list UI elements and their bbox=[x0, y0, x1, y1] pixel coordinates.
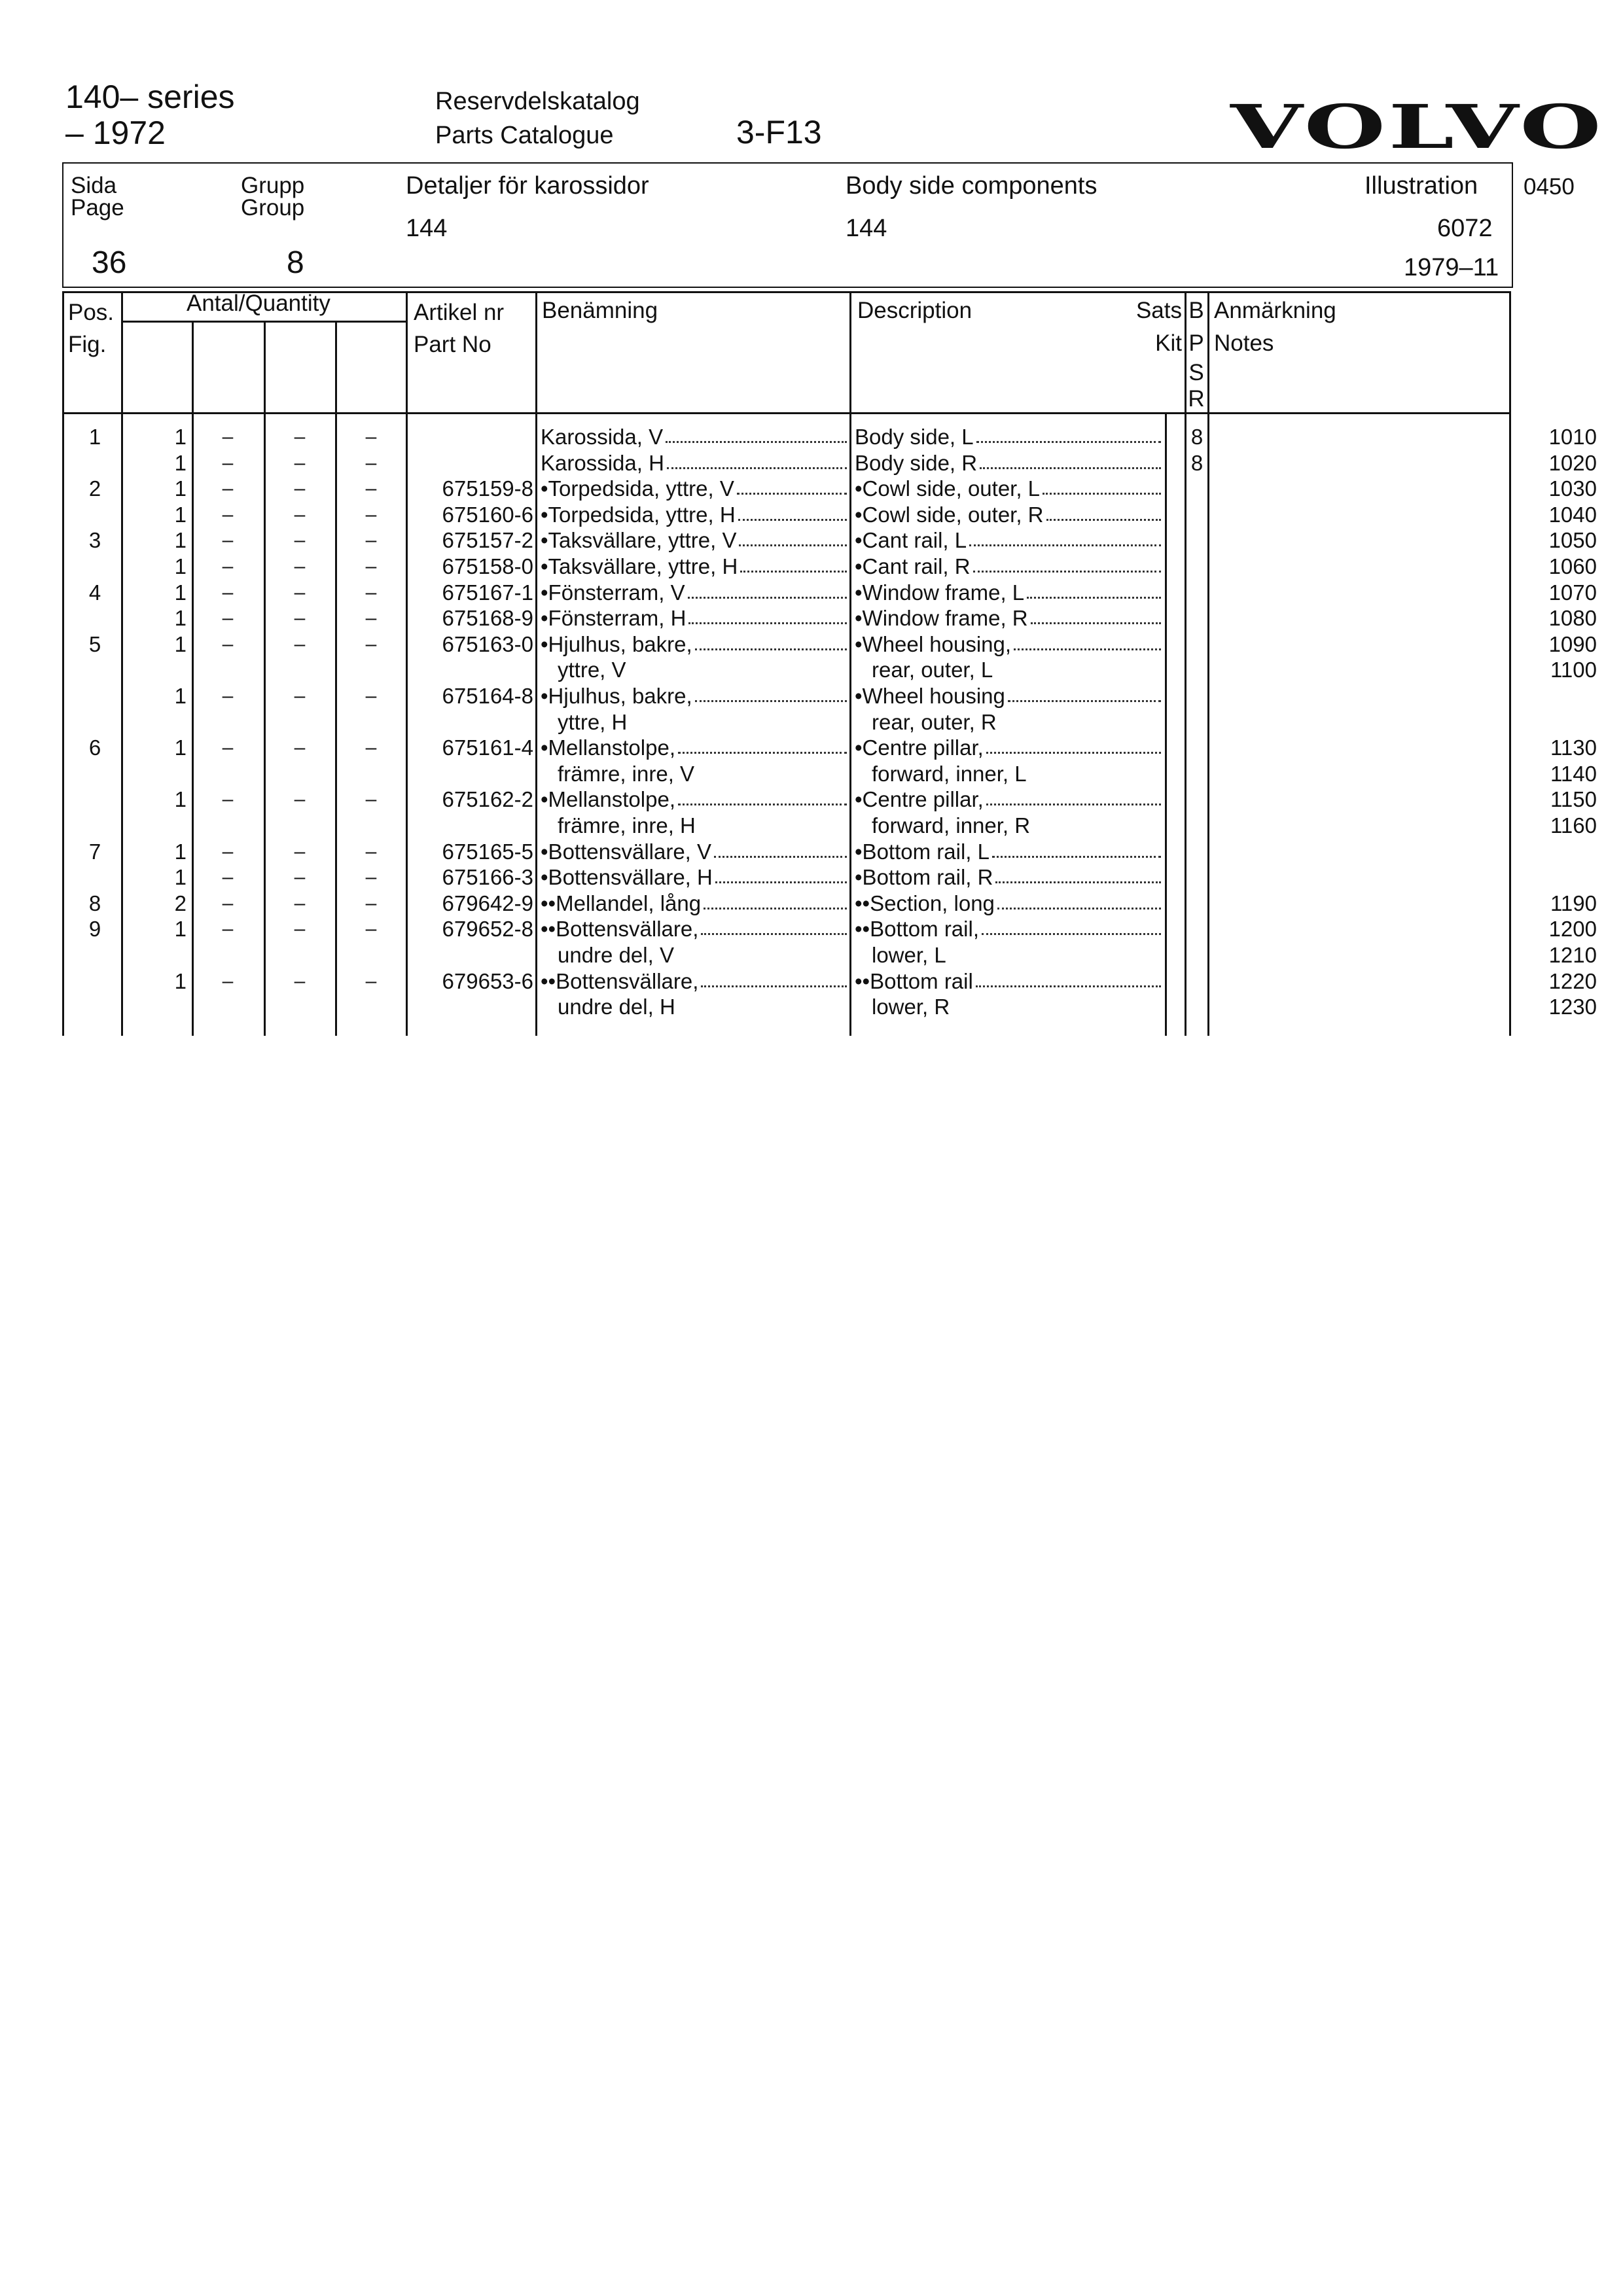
row-qty-dash: – bbox=[222, 892, 234, 914]
row-qty-dash: – bbox=[294, 581, 306, 603]
row-description bbox=[855, 735, 1161, 761]
row-qty-dash: – bbox=[365, 503, 377, 525]
header-r: R bbox=[1188, 386, 1205, 412]
dotted-leader bbox=[1014, 631, 1161, 650]
dotted-leader bbox=[992, 839, 1161, 858]
row-description-text: •Cant rail, R bbox=[855, 554, 971, 578]
row-qty-dash: – bbox=[294, 451, 306, 474]
row-qty-dash: – bbox=[222, 581, 234, 603]
row-benamning-text: ••Bottensvällare, bbox=[541, 917, 699, 942]
row-reference: 1130 bbox=[1550, 735, 1597, 760]
row-benamning bbox=[541, 554, 847, 580]
row-part-number: 675166-3 bbox=[442, 865, 533, 890]
dotted-leader bbox=[678, 786, 847, 805]
row-benamning-text: •Mellanstolpe, bbox=[541, 735, 675, 760]
row-benamning bbox=[541, 527, 847, 554]
row-part-number: 675167-1 bbox=[442, 580, 533, 605]
row-qty-dash: – bbox=[222, 478, 234, 500]
row-benamning-cont: undre del, H bbox=[558, 995, 675, 1019]
series-title: 140– series bbox=[65, 79, 235, 115]
row-qty: 1 bbox=[174, 968, 187, 993]
row-qty-dash: – bbox=[294, 426, 306, 448]
row-qty-dash: – bbox=[294, 607, 306, 629]
dotted-leader bbox=[740, 554, 847, 573]
page-label: Page bbox=[71, 195, 124, 221]
series-year: – 1972 bbox=[65, 115, 166, 151]
row-qty-dash: – bbox=[222, 866, 234, 889]
row-benamning bbox=[541, 631, 847, 658]
row-part-number: 675157-2 bbox=[442, 528, 533, 553]
row-benamning bbox=[541, 735, 847, 761]
row-pos: 2 bbox=[88, 476, 101, 501]
row-part-number: 675158-0 bbox=[442, 554, 533, 578]
dotted-leader bbox=[976, 424, 1161, 443]
row-description bbox=[855, 864, 1161, 891]
row-reference: 1070 bbox=[1548, 580, 1597, 605]
row-description bbox=[855, 605, 1161, 631]
row-benamning-text: ••Mellandel, lång bbox=[541, 891, 702, 915]
row-description-text: ••Section, long bbox=[855, 891, 995, 915]
row-description-cont: rear, outer, R bbox=[872, 709, 997, 734]
row-qty: 1 bbox=[174, 684, 187, 708]
row-benamning-text: •Bottensvällare, H bbox=[541, 865, 713, 890]
dotted-leader bbox=[1031, 605, 1161, 624]
row-qty: 1 bbox=[174, 865, 187, 890]
section-code: 3-F13 bbox=[736, 114, 822, 150]
row-bpsr: 8 bbox=[1190, 450, 1204, 475]
model-en: 144 bbox=[846, 215, 887, 242]
row-qty-dash: – bbox=[222, 556, 234, 577]
header-pos: Pos. bbox=[68, 300, 115, 325]
illustration-number: 6072 bbox=[1437, 215, 1493, 242]
header-quantity: Antal/Quantity bbox=[187, 291, 330, 316]
row-benamning-text: Karossida, V bbox=[541, 425, 664, 449]
row-description-text: •Centre pillar, bbox=[855, 735, 984, 760]
dotted-leader bbox=[695, 631, 847, 650]
row-reference: 1050 bbox=[1548, 528, 1597, 553]
row-qty-dash: – bbox=[365, 529, 377, 552]
row-qty: 1 bbox=[174, 787, 187, 812]
row-qty-dash: – bbox=[365, 478, 377, 500]
row-qty: 1 bbox=[174, 606, 187, 631]
row-qty-dash: – bbox=[222, 426, 234, 448]
row-benamning bbox=[541, 916, 847, 942]
title-sv: Detaljer för karossidor bbox=[406, 172, 649, 200]
row-description-cont: lower, R bbox=[872, 995, 950, 1019]
row-qty-dash: – bbox=[365, 866, 377, 889]
catalogue-title-sv: Reservdelskatalog bbox=[435, 88, 640, 115]
row-description-text: Body side, R bbox=[855, 450, 978, 475]
header-sats: Sats bbox=[1135, 298, 1182, 323]
dotted-leader bbox=[667, 450, 847, 469]
row-pos: 7 bbox=[88, 839, 101, 864]
row-part-number: 675168-9 bbox=[442, 606, 533, 631]
row-reference: 1090 bbox=[1548, 631, 1597, 656]
row-part-number: 679642-9 bbox=[442, 891, 533, 915]
row-part-number: 675164-8 bbox=[442, 684, 533, 708]
catalogue-title-en: Parts Catalogue bbox=[435, 122, 614, 149]
row-benamning-text: •Fönsterram, H bbox=[541, 606, 687, 631]
row-description bbox=[855, 968, 1161, 995]
col-divider-qty-1 bbox=[192, 321, 194, 1036]
row-reference: 1080 bbox=[1548, 606, 1597, 631]
row-description bbox=[855, 476, 1161, 502]
row-benamning-cont: yttre, H bbox=[558, 709, 628, 734]
volvo-logo: VOLVO bbox=[1230, 92, 1605, 162]
row-description-text: •Wheel housing, bbox=[855, 631, 1012, 656]
row-benamning bbox=[541, 968, 847, 995]
row-description-cont: lower, L bbox=[872, 943, 946, 967]
row-benamning bbox=[541, 839, 847, 865]
row-description-text: Body side, L bbox=[855, 425, 974, 449]
row-benamning-cont: främre, inre, H bbox=[558, 813, 696, 838]
col-divider-qty-3 bbox=[335, 321, 337, 1036]
col-divider-partno bbox=[535, 291, 537, 1036]
header-artikel-nr: Artikel nr bbox=[414, 300, 505, 325]
row-qty-dash: – bbox=[365, 737, 377, 759]
col-divider-benamning bbox=[849, 291, 851, 1036]
row-reference-cont: 1100 bbox=[1550, 658, 1597, 682]
row-qty-dash: – bbox=[222, 607, 234, 629]
grupp-label: Grupp bbox=[241, 173, 305, 198]
row-benamning bbox=[541, 786, 847, 813]
row-qty-dash: – bbox=[222, 529, 234, 552]
dotted-leader bbox=[1043, 476, 1161, 495]
illustration-label: Illustration bbox=[1364, 172, 1478, 200]
row-qty: 1 bbox=[174, 450, 187, 475]
header-kit: Kit bbox=[1155, 330, 1182, 356]
row-qty-dash: – bbox=[365, 451, 377, 474]
row-qty-dash: – bbox=[294, 737, 306, 759]
row-description bbox=[855, 527, 1161, 554]
row-part-number: 675160-6 bbox=[442, 502, 533, 527]
header-divider bbox=[62, 412, 1510, 414]
row-benamning bbox=[541, 864, 847, 891]
title-en: Body side components bbox=[846, 172, 1097, 200]
row-qty-dash: – bbox=[365, 685, 377, 707]
row-qty: 1 bbox=[174, 425, 187, 449]
row-description bbox=[855, 554, 1161, 580]
row-qty-dash: – bbox=[294, 840, 306, 862]
row-qty-dash: – bbox=[222, 918, 234, 940]
row-benamning bbox=[541, 683, 847, 709]
row-qty-dash: – bbox=[294, 633, 306, 655]
row-description bbox=[855, 891, 1161, 917]
row-qty-dash: – bbox=[222, 451, 234, 474]
row-part-number: 675161-4 bbox=[442, 735, 533, 760]
dotted-leader bbox=[973, 554, 1161, 573]
row-benamning-text: •Bottensvällare, V bbox=[541, 839, 712, 864]
row-qty-dash: – bbox=[294, 685, 306, 707]
row-qty-dash: – bbox=[365, 426, 377, 448]
row-reference: 1200 bbox=[1548, 917, 1597, 942]
dotted-leader bbox=[980, 450, 1161, 469]
header-notes: Notes bbox=[1214, 330, 1274, 356]
row-qty-dash: – bbox=[365, 970, 377, 992]
row-benamning bbox=[541, 424, 847, 450]
row-pos: 5 bbox=[88, 631, 101, 656]
header-part-no: Part No bbox=[414, 332, 491, 357]
row-benamning bbox=[541, 605, 847, 631]
header-fig: Fig. bbox=[68, 332, 107, 357]
row-benamning-text: •Mellanstolpe, bbox=[541, 787, 675, 812]
row-benamning-cont: yttre, V bbox=[558, 658, 626, 682]
dotted-leader bbox=[701, 916, 847, 935]
row-benamning-text: •Taksvällare, yttre, V bbox=[541, 528, 737, 553]
model-sv: 144 bbox=[406, 215, 448, 242]
header-b: B bbox=[1188, 298, 1204, 323]
row-qty-dash: – bbox=[294, 503, 306, 525]
row-part-number: 675159-8 bbox=[442, 476, 533, 501]
row-qty-dash: – bbox=[294, 918, 306, 940]
dotted-leader bbox=[995, 864, 1161, 883]
row-description-text: ••Bottom rail, bbox=[855, 917, 979, 942]
row-qty: 1 bbox=[174, 528, 187, 553]
row-reference-cont: 1140 bbox=[1550, 761, 1597, 786]
row-part-number: 675162-2 bbox=[442, 787, 533, 812]
row-qty-dash: – bbox=[365, 840, 377, 862]
row-benamning bbox=[541, 580, 847, 606]
row-part-number: 675163-0 bbox=[442, 631, 533, 656]
row-reference: 1030 bbox=[1548, 476, 1597, 501]
row-pos: 9 bbox=[88, 917, 101, 942]
row-qty-dash: – bbox=[222, 633, 234, 655]
row-pos: 3 bbox=[88, 528, 101, 553]
row-description-cont: rear, outer, L bbox=[872, 658, 993, 682]
row-qty-dash: – bbox=[294, 529, 306, 552]
row-description-text: ••Bottom rail bbox=[855, 968, 973, 993]
header-description: Description bbox=[857, 298, 972, 323]
dotted-leader bbox=[678, 735, 847, 754]
row-reference-cont: 1230 bbox=[1548, 995, 1597, 1019]
row-benamning-text: •Fönsterram, V bbox=[541, 580, 685, 605]
row-bpsr: 8 bbox=[1190, 425, 1204, 449]
row-description bbox=[855, 631, 1161, 658]
row-qty-dash: – bbox=[365, 633, 377, 655]
row-description-text: •Window frame, R bbox=[855, 606, 1028, 631]
dotted-leader bbox=[695, 683, 847, 702]
dotted-leader bbox=[701, 968, 847, 987]
page-number: 36 bbox=[92, 245, 127, 280]
sida-label: Sida bbox=[71, 173, 117, 198]
row-description-text: •Cowl side, outer, L bbox=[855, 476, 1041, 501]
header-benamning: Benämning bbox=[542, 298, 658, 323]
dotted-leader bbox=[1027, 580, 1161, 599]
row-benamning bbox=[541, 502, 847, 528]
row-benamning-text: ••Bottensvällare, bbox=[541, 968, 699, 993]
row-reference: 1010 bbox=[1548, 425, 1597, 449]
dotted-leader bbox=[704, 891, 847, 910]
col-divider-qty-end bbox=[406, 291, 408, 1036]
row-qty: 1 bbox=[174, 917, 187, 942]
row-description-text: •Bottom rail, L bbox=[855, 839, 990, 864]
header-anmarkning: Anmärkning bbox=[1214, 298, 1336, 323]
dotted-leader bbox=[986, 786, 1161, 805]
dotted-leader bbox=[969, 527, 1161, 546]
row-qty-dash: – bbox=[365, 556, 377, 577]
row-qty: 1 bbox=[174, 839, 187, 864]
revision-date: 1979–11 bbox=[1404, 254, 1499, 281]
col-divider-sats bbox=[1165, 412, 1167, 1036]
row-part-number: 679652-8 bbox=[442, 917, 533, 942]
row-reference: 1020 bbox=[1548, 450, 1597, 475]
row-reference-cont: 1210 bbox=[1548, 943, 1597, 967]
row-benamning bbox=[541, 476, 847, 502]
row-qty: 1 bbox=[174, 502, 187, 527]
row-benamning-text: •Torpedsida, yttre, V bbox=[541, 476, 734, 501]
row-benamning-text: •Taksvällare, yttre, H bbox=[541, 554, 738, 578]
row-reference: 1190 bbox=[1550, 891, 1597, 915]
row-reference: 1220 bbox=[1548, 968, 1597, 993]
row-description bbox=[855, 786, 1161, 813]
row-reference: 1040 bbox=[1548, 502, 1597, 527]
row-description bbox=[855, 580, 1161, 606]
row-description bbox=[855, 683, 1161, 709]
row-description-text: •Cowl side, outer, R bbox=[855, 502, 1044, 527]
row-qty: 1 bbox=[174, 554, 187, 578]
header-p: P bbox=[1188, 330, 1204, 356]
row-description bbox=[855, 424, 1161, 450]
dotted-leader bbox=[714, 839, 847, 858]
row-qty-dash: – bbox=[365, 788, 377, 811]
dotted-leader bbox=[737, 476, 847, 495]
row-benamning-text: Karossida, H bbox=[541, 450, 664, 475]
row-reference: 1060 bbox=[1548, 554, 1597, 578]
row-description-text: •Bottom rail, R bbox=[855, 865, 993, 890]
dotted-leader bbox=[982, 916, 1161, 935]
row-pos: 8 bbox=[88, 891, 101, 915]
row-benamning bbox=[541, 450, 847, 476]
row-qty-dash: – bbox=[365, 892, 377, 914]
table-left-border bbox=[62, 291, 64, 1036]
row-description-text: •Wheel housing bbox=[855, 684, 1005, 708]
row-qty-dash: – bbox=[222, 503, 234, 525]
dotted-leader bbox=[997, 891, 1161, 910]
row-benamning-text: •Hjulhus, bakre, bbox=[541, 631, 692, 656]
dotted-leader bbox=[666, 424, 847, 443]
row-description bbox=[855, 839, 1161, 865]
header-s: S bbox=[1188, 360, 1204, 385]
row-reference-cont: 1160 bbox=[1550, 813, 1597, 838]
row-description-cont: forward, inner, R bbox=[872, 813, 1031, 838]
row-pos: 1 bbox=[88, 425, 101, 449]
row-reference: 1150 bbox=[1550, 787, 1597, 812]
row-benamning-text: •Torpedsida, yttre, H bbox=[541, 502, 736, 527]
row-description bbox=[855, 916, 1161, 942]
row-benamning-cont: främre, inre, V bbox=[558, 761, 695, 786]
sheet-number: 0450 bbox=[1524, 174, 1575, 200]
row-qty-dash: – bbox=[294, 788, 306, 811]
row-qty-dash: – bbox=[222, 840, 234, 862]
row-qty-dash: – bbox=[294, 556, 306, 577]
row-qty-dash: – bbox=[294, 892, 306, 914]
row-benamning bbox=[541, 891, 847, 917]
row-qty-dash: – bbox=[365, 918, 377, 940]
row-description bbox=[855, 450, 1161, 476]
row-description-text: •Window frame, L bbox=[855, 580, 1025, 605]
row-part-number: 675165-5 bbox=[442, 839, 533, 864]
dotted-leader bbox=[976, 968, 1161, 987]
dotted-leader bbox=[1008, 683, 1161, 702]
row-qty-dash: – bbox=[294, 866, 306, 889]
row-description-text: •Cant rail, L bbox=[855, 528, 967, 553]
row-qty-dash: – bbox=[365, 581, 377, 603]
row-qty-dash: – bbox=[222, 970, 234, 992]
dotted-leader bbox=[715, 864, 847, 883]
row-qty: 1 bbox=[174, 476, 187, 501]
row-qty: 2 bbox=[174, 891, 187, 915]
row-qty-dash: – bbox=[365, 607, 377, 629]
dotted-leader bbox=[986, 735, 1161, 754]
row-part-number: 679653-6 bbox=[442, 968, 533, 993]
row-benamning-cont: undre del, V bbox=[558, 943, 674, 967]
group-number: 8 bbox=[287, 245, 304, 280]
dotted-leader bbox=[739, 527, 847, 546]
row-qty-dash: – bbox=[294, 970, 306, 992]
row-description-text: •Centre pillar, bbox=[855, 787, 984, 812]
row-qty-dash: – bbox=[294, 478, 306, 500]
row-description-cont: forward, inner, L bbox=[872, 761, 1027, 786]
col-divider-pos bbox=[121, 291, 123, 1036]
table-right-border bbox=[1509, 291, 1511, 1036]
dotted-leader bbox=[688, 605, 847, 624]
row-description bbox=[855, 502, 1161, 528]
dotted-leader bbox=[688, 580, 847, 599]
row-qty-dash: – bbox=[222, 737, 234, 759]
row-pos: 4 bbox=[88, 580, 101, 605]
col-divider-qty-2 bbox=[264, 321, 266, 1036]
group-label: Group bbox=[241, 195, 305, 221]
row-qty: 1 bbox=[174, 580, 187, 605]
row-benamning-text: •Hjulhus, bakre, bbox=[541, 684, 692, 708]
dotted-leader bbox=[738, 502, 847, 521]
row-pos: 6 bbox=[88, 735, 101, 760]
row-qty-dash: – bbox=[222, 788, 234, 811]
dotted-leader bbox=[1046, 502, 1161, 521]
row-qty-dash: – bbox=[222, 685, 234, 707]
row-qty: 1 bbox=[174, 735, 187, 760]
row-qty: 1 bbox=[174, 631, 187, 656]
